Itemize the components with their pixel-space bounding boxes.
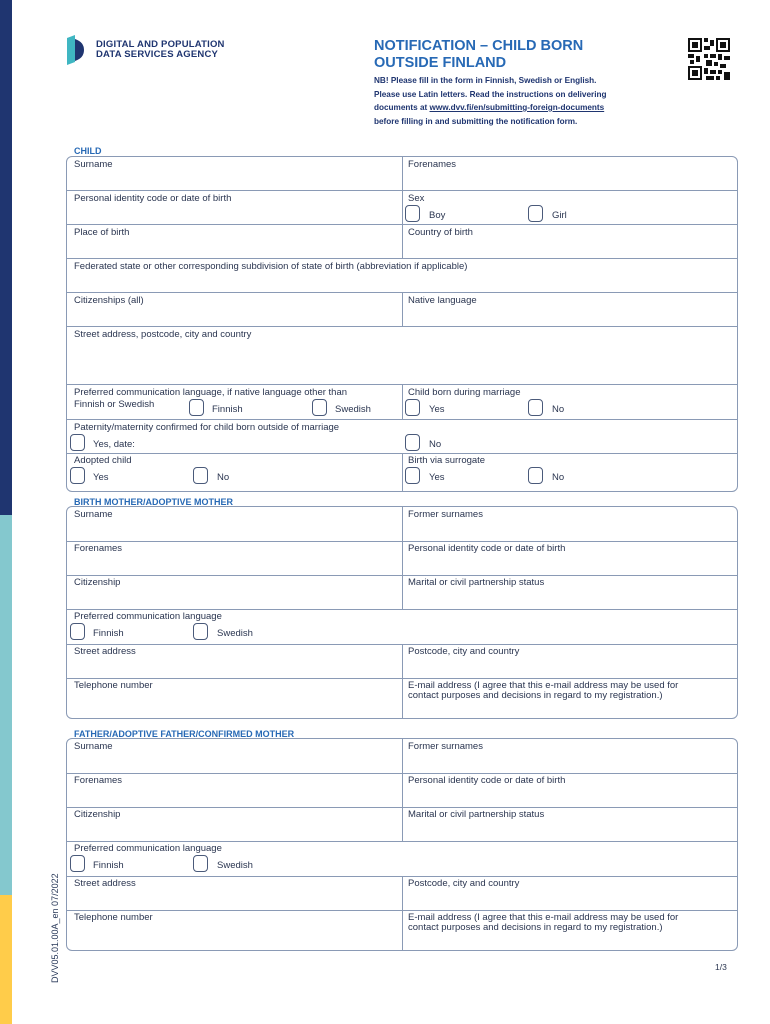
mother-section-heading: BIRTH MOTHER/ADOPTIVE MOTHER — [74, 497, 233, 507]
father-pref-lang-label: Preferred communication language — [74, 843, 222, 854]
mother-pref-lang-swedish-label: Swedish — [217, 628, 253, 639]
nb-line2: Please use Latin letters. Read the instructions on delivering — [374, 89, 607, 99]
child-born-marriage-yes-checkbox[interactable] — [405, 399, 420, 416]
father-section-heading: FATHER/ADOPTIVE FATHER/CONFIRMED MOTHER — [74, 729, 295, 739]
qr-code-icon — [688, 38, 730, 80]
father-telephone-field[interactable]: Telephone number — [74, 912, 153, 923]
child-surrogate-yes-checkbox[interactable] — [405, 467, 420, 484]
nb-line1: NB! Please fill in the form in Finnish, Swedish or English. — [374, 76, 597, 85]
child-pref-lang-finnish-checkbox[interactable] — [189, 399, 204, 416]
father-citizenship-field[interactable]: Citizenship — [74, 809, 121, 820]
father-email-field[interactable]: E-mail address (I agree that this e-mail address may be used for — [408, 912, 679, 923]
child-adopted-yes-checkbox[interactable] — [70, 467, 85, 484]
mother-marital-status-field[interactable]: Marital or civil partnership status — [408, 577, 545, 588]
child-born-marriage-no-checkbox[interactable] — [528, 399, 543, 416]
child-adopted-yes-label: Yes — [93, 472, 109, 483]
child-adopted-no-checkbox[interactable] — [193, 467, 208, 484]
child-sex-label: Sex — [408, 193, 425, 204]
form-code: DVV05.01.00A_en 07/2022 — [50, 873, 60, 983]
side-stripe-yellow — [0, 895, 12, 1024]
child-sex-boy-label: Boy — [429, 210, 446, 221]
agency-name-line2: DATA SERVICES AGENCY — [96, 49, 219, 60]
mother-pref-lang-swedish-checkbox[interactable] — [193, 623, 208, 640]
child-place-of-birth-field[interactable]: Place of birth — [74, 227, 130, 238]
child-born-marriage-no-label: No — [552, 404, 565, 415]
agency-logo-icon — [64, 35, 86, 65]
mother-email-field[interactable]: E-mail address (I agree that this e-mail address may be used for — [408, 680, 679, 691]
child-pref-lang-label-2: Finnish or Swedish — [74, 399, 155, 410]
child-forenames-field[interactable]: Forenames — [408, 159, 457, 170]
child-born-marriage-yes-label: Yes — [429, 404, 445, 415]
father-postcode-field[interactable]: Postcode, city and country — [408, 878, 520, 889]
page-number: 1/3 — [715, 962, 727, 972]
child-pref-lang-swedish-label: Swedish — [335, 404, 371, 415]
child-sex-boy-checkbox[interactable] — [405, 205, 420, 222]
child-surrogate-yes-label: Yes — [429, 472, 445, 483]
father-pic-field[interactable]: Personal identity code or date of birth — [408, 775, 566, 786]
mother-surname-field[interactable]: Surname — [74, 509, 113, 520]
father-email-consent-text: contact purposes and decisions in regard to my registration.) — [408, 922, 663, 933]
side-stripe-navy — [0, 0, 12, 515]
agency-logo — [64, 35, 225, 65]
mother-email-consent-text: contact purposes and decisions in regard to my registration.) — [408, 690, 663, 701]
father-forenames-field[interactable]: Forenames — [74, 775, 123, 786]
child-pref-lang-swedish-checkbox[interactable] — [312, 399, 327, 416]
child-federated-state-field[interactable]: Federated state or other corresponding subdivision of state of birth (abbreviation if applicable) — [74, 261, 468, 272]
child-born-marriage-label: Child born during marriage — [408, 387, 521, 398]
mother-forenames-field[interactable]: Forenames — [74, 543, 123, 554]
child-adopted-no-label: No — [217, 472, 230, 483]
father-surname-field[interactable]: Surname — [74, 741, 113, 752]
mother-street-address-field[interactable]: Street address — [74, 646, 136, 657]
child-citizenships-field[interactable]: Citizenships (all) — [74, 295, 144, 306]
father-pref-lang-swedish-checkbox[interactable] — [193, 855, 208, 872]
child-paternity-no-label: No — [429, 439, 442, 450]
child-paternity-no-checkbox[interactable] — [405, 434, 420, 451]
child-surrogate-no-label: No — [552, 472, 565, 483]
father-pref-lang-finnish-checkbox[interactable] — [70, 855, 85, 872]
side-stripe-teal — [0, 515, 12, 895]
child-pref-lang-finnish-label: Finnish — [212, 404, 243, 415]
nb-line4: before filling in and submitting the notification form. — [374, 116, 578, 126]
agency-name-line1: DIGITAL AND POPULATION — [96, 39, 225, 50]
child-adopted-label: Adopted child — [74, 455, 132, 466]
father-former-surnames-field[interactable]: Former surnames — [408, 741, 483, 752]
father-street-address-field[interactable]: Street address — [74, 878, 136, 889]
mother-telephone-field[interactable]: Telephone number — [74, 680, 153, 691]
child-country-of-birth-field[interactable]: Country of birth — [408, 227, 473, 238]
father-pref-lang-swedish-label: Swedish — [217, 860, 253, 871]
child-section-heading: CHILD — [74, 146, 102, 156]
child-surrogate-label: Birth via surrogate — [408, 455, 486, 466]
title-line1: NOTIFICATION – CHILD BORN — [374, 38, 584, 54]
child-street-address-field[interactable]: Street address, postcode, city and country — [74, 329, 252, 340]
child-surrogate-no-checkbox[interactable] — [528, 467, 543, 484]
instructions-note — [374, 74, 607, 128]
mother-citizenship-field[interactable]: Citizenship — [74, 577, 121, 588]
nb-line3 — [374, 101, 607, 115]
mother-pref-lang-finnish-label: Finnish — [93, 628, 124, 639]
father-marital-status-field[interactable]: Marital or civil partnership status — [408, 809, 545, 820]
child-sex-girl-checkbox[interactable] — [528, 205, 543, 222]
child-surname-field[interactable]: Surname — [74, 159, 113, 170]
mother-former-surnames-field[interactable]: Former surnames — [408, 509, 483, 520]
father-pref-lang-finnish-label: Finnish — [93, 860, 124, 871]
page-title — [374, 38, 583, 72]
instructions-link[interactable]: www.dvv.fi/en/submitting-foreign-documents — [429, 103, 605, 112]
child-pref-lang-label-1: Preferred communication language, if native language other than — [74, 387, 348, 398]
child-sex-girl-label: Girl — [552, 210, 567, 221]
child-paternity-yes-label: Yes, date: — [93, 439, 135, 450]
mother-pref-lang-finnish-checkbox[interactable] — [70, 623, 85, 640]
child-pic-field[interactable]: Personal identity code or date of birth — [74, 193, 232, 204]
child-native-language-field[interactable]: Native language — [408, 295, 477, 306]
title-line2: OUTSIDE FINLAND — [374, 55, 507, 71]
child-paternity-yes-checkbox[interactable] — [70, 434, 85, 451]
mother-pref-lang-label: Preferred communication language — [74, 611, 222, 622]
child-section — [66, 156, 738, 492]
nb-line3-prefix: documents at — [374, 103, 430, 112]
mother-pic-field[interactable]: Personal identity code or date of birth — [408, 543, 566, 554]
child-paternity-label: Paternity/maternity confirmed for child born outside of marriage — [74, 422, 340, 433]
mother-postcode-field[interactable]: Postcode, city and country — [408, 646, 520, 657]
